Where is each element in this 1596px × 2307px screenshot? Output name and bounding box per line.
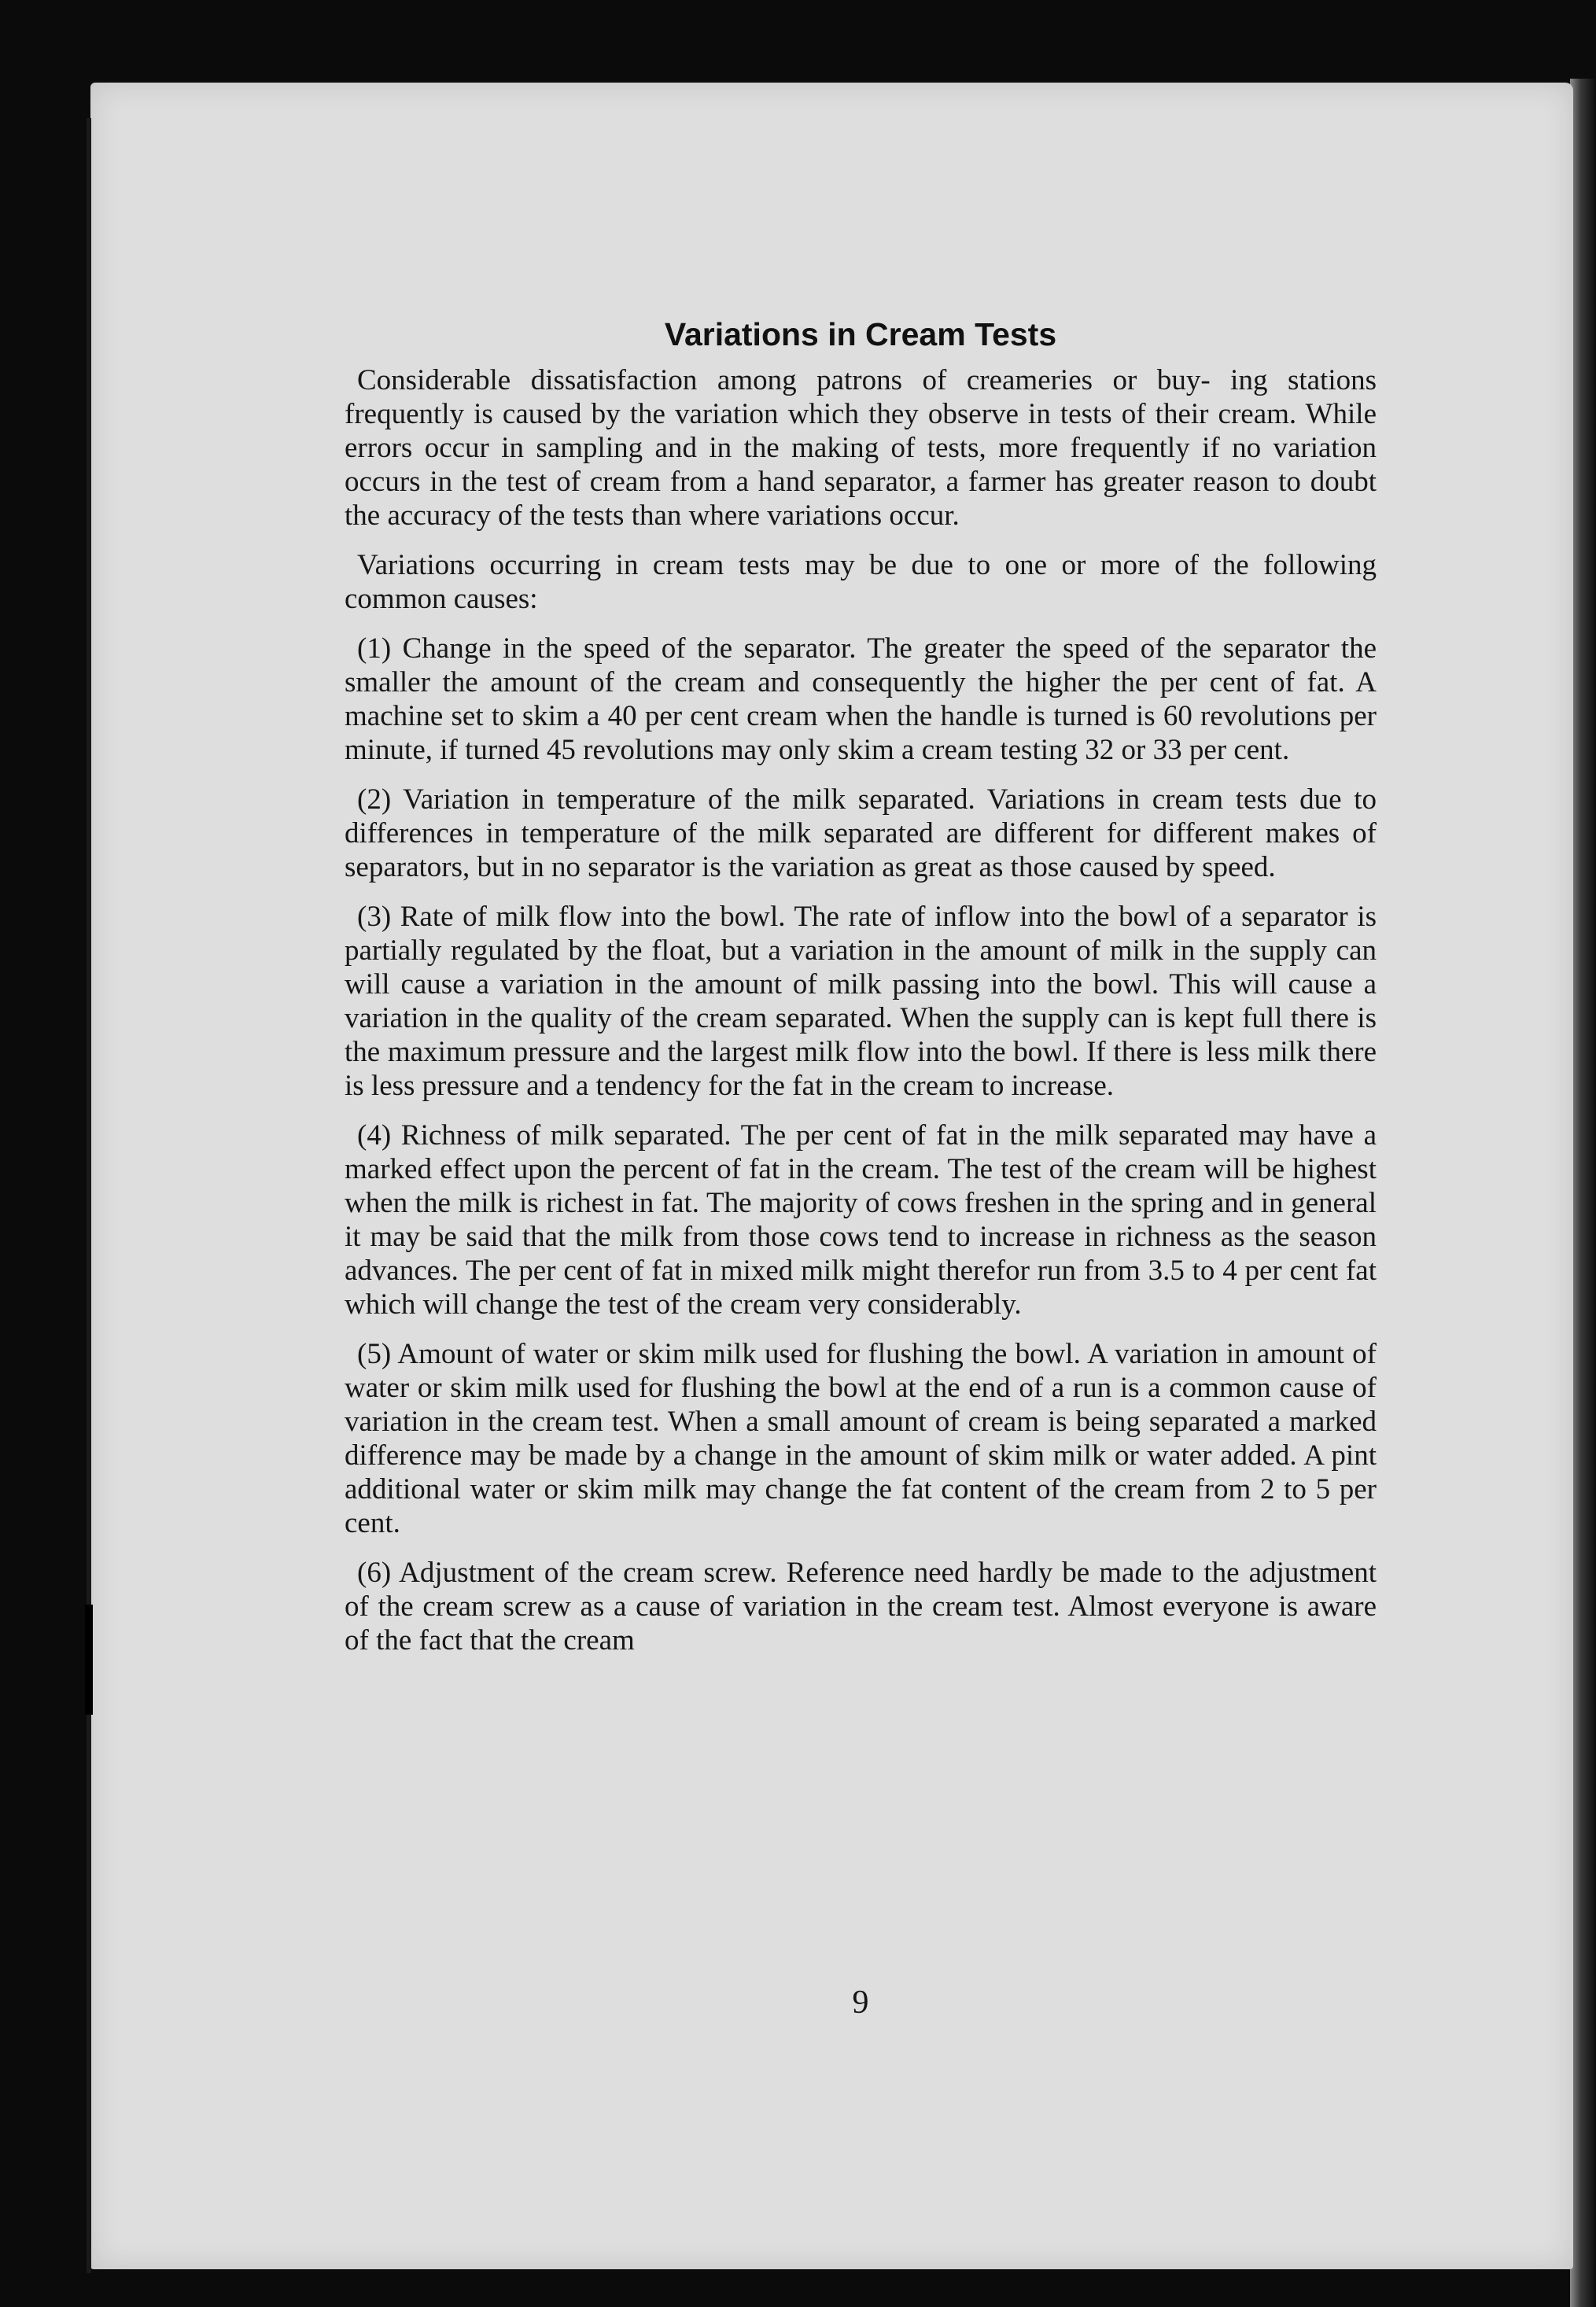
paragraph — [345, 363, 1377, 533]
binding-mark — [85, 1605, 93, 1715]
section-title: Variations in Cream Tests — [664, 316, 1057, 352]
paragraph-text: ing stations frequently is caused by the variation which they observe in tests of their cream. While errors occur in sampling and in the making of tests, more frequently if no variation occurs in the test of cream from a hand separator, a farmer has greater reason to doubt the accuracy of the tests than where variations occur. — [345, 364, 1377, 532]
paragraph-first-line: (5) Amount of water or skim milk used for flushing the bowl. — [357, 1338, 1081, 1370]
page-number: 9 — [852, 1985, 869, 2021]
paragraph-first-line: (3) Rate of milk flow into the bowl. The rate of inflow into the — [357, 901, 1110, 933]
paragraph-first-line: Considerable dissatisfaction among patrons of creameries or buy- — [357, 364, 1211, 396]
paragraph-text: bowl of a separator is partially regulated by the float, but a variation in the amount of milk in the supply can will cause a variation in the amount of milk passing into the bowl. This will cause a variation in the quality of the cream separated. When the supply can is kept full there is the maximum pressure and the largest milk flow into the bowl. If there is less milk there is less pressure and a tendency for the fat in the cream to increase. — [345, 901, 1377, 1102]
paragraph-text: A variation in amount of water or skim milk used for flushing the bowl at the end of a run is a common cause of variation in the cream test. When a small amount of cream is being separated a marked difference may be made by a change in the amount of skim milk or water added. A pint additional water or skim milk may change the fat content of the cream from 2 to 5 per cent. — [345, 1338, 1377, 1539]
paragraph — [345, 1118, 1377, 1321]
paragraph-first-line: (6) Adjustment of the cream screw. Reference need hardly be — [357, 1557, 1090, 1589]
paragraph-first-line: (4) Richness of milk separated. The per cent of fat in the milk — [357, 1119, 1109, 1152]
paragraph — [345, 1556, 1377, 1657]
page-content — [345, 315, 1377, 2021]
paragraph — [345, 1337, 1377, 1540]
paragraph-text: of the separator the smaller the amount of the cream and consequently the higher the per cent of fat. A machine set to skim a 40 per cent cream when the handle is turned is 60 revolutions per minute, if turned 45 revolutions may only skim a cream testing 32 or 33 per cent. — [345, 632, 1377, 766]
paragraph-first-line: (2) Variation in temperature of the milk separated. Variations — [357, 783, 1105, 816]
paragraph-text: in cream tests due to differences in temperature of the milk separated are different for different makes of separators, but in no separator is the variation as great as those caused by speed. — [345, 783, 1377, 883]
paragraph — [345, 632, 1377, 767]
paragraph — [345, 900, 1377, 1103]
paragraph — [345, 548, 1377, 616]
page-left-edge — [87, 118, 91, 2273]
paragraph — [345, 783, 1377, 884]
paragraph-list — [345, 363, 1377, 1657]
paragraph-first-line: Variations occurring in cream tests may be due to one or more of — [357, 549, 1200, 581]
paragraph-text: made to the adjustment of the cream screw as a cause of variation in the cream test. Almost everyone is aware of the fact that the cream — [345, 1557, 1377, 1657]
paragraph-first-line: (1) Change in the speed of the separator. The greater the speed — [357, 632, 1130, 665]
page-right-edge — [1570, 79, 1596, 2307]
paragraph-text: the following common causes: — [345, 549, 1377, 615]
paragraph-text: separated may have a marked effect upon the percent of fat in the cream. The test of the cream will be highest when the milk is richest in fat. The majority of cows freshen in the spring and in general it may be said that the milk from those cows tend to increase in richness as the season advances. The per cent of fat in mixed milk might therefor run from 3.5 to 4 per cent fat which will change the test of the cream very considerably. — [345, 1119, 1377, 1321]
